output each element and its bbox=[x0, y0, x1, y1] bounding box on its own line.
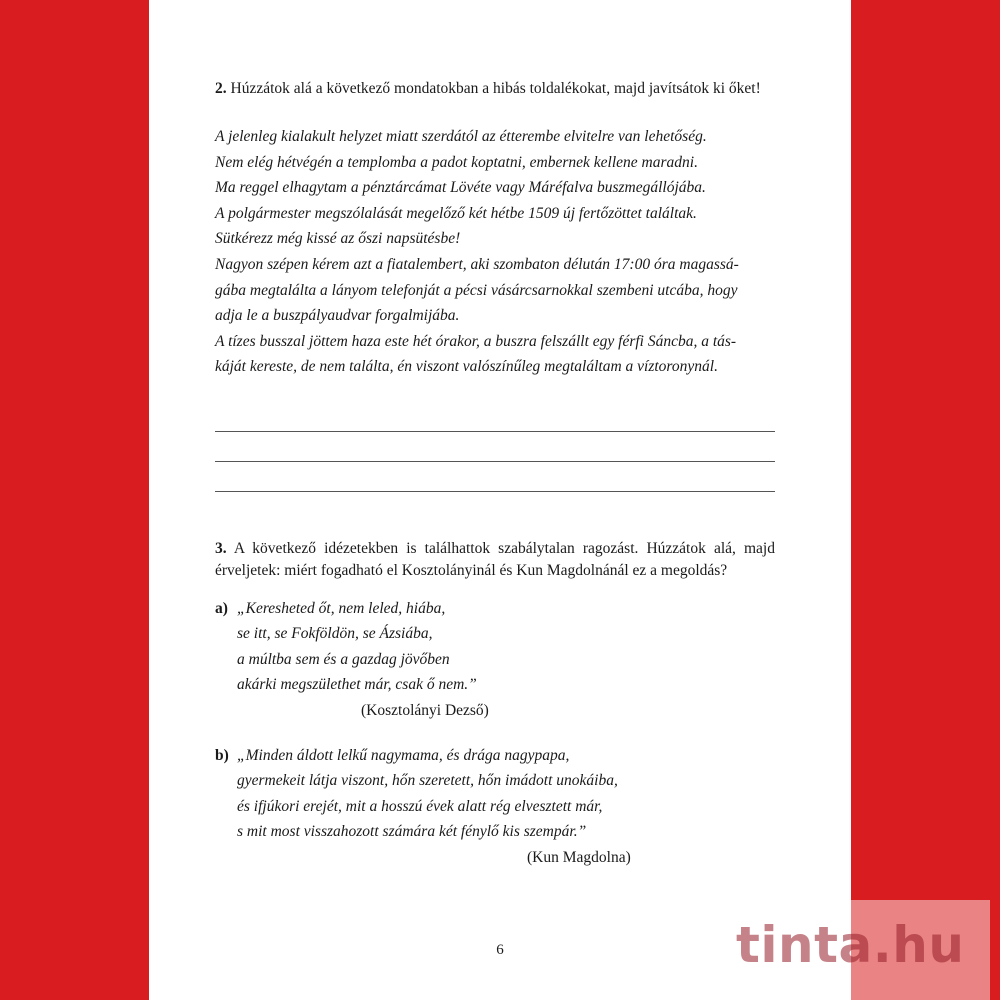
quote-line: akárki megszülethet már, csak ő nem.” bbox=[237, 676, 477, 694]
page-number: 6 bbox=[496, 942, 504, 958]
quote-line: „Keresheted őt, nem leled, hiába, bbox=[237, 600, 446, 617]
quote-line: gyermekeit látja viszont, hőn szeretett, hőn imádott unokáiba, bbox=[237, 772, 618, 790]
sentence-line: gába megtalálta a lányom telefonját a pécsi vásárcsarnokkal szembeni utcába, hogy bbox=[215, 281, 738, 299]
sentence-line: A tízes busszal jöttem haza este hét órakor, a buszra felszállt egy férfi Sáncba, a tás- bbox=[215, 332, 737, 350]
watermark-logo: tinta.hu bbox=[736, 916, 965, 974]
quote-a-letter: a) bbox=[215, 600, 228, 617]
quote-b-letter: b) bbox=[215, 747, 229, 765]
quote-line: se itt, se Fokföldön, se Ázsiába, bbox=[237, 625, 433, 643]
task-3-text: A következő idézetekben is találhattok szabálytalan ragozást. Húzzátok alá, majd érveljetek: miért fogadható el Kosztolányinál és Kun Magdolnánál ez a megoldás? bbox=[215, 540, 775, 579]
task-3-prompt bbox=[215, 538, 775, 582]
quote-line: „Minden áldott lelkű nagymama, és drága nagypapa, bbox=[237, 747, 570, 765]
sentence-line: Sütkérezz még kissé az őszi napsütésbe! bbox=[215, 230, 461, 248]
sentence-line: adja le a buszpályaudvar forgalmijába. bbox=[215, 307, 460, 325]
quote-line: és ifjúkori erejét, mit a hosszú évek alatt rég elvesztett már, bbox=[237, 797, 603, 815]
sentence-line: Nagyon szépen kérem azt a fiatalembert, aki szombaton délután 17:00 óra magassá- bbox=[215, 255, 739, 273]
quote-a-author: (Kosztolányi Dezső) bbox=[361, 701, 489, 719]
task-2-sentences bbox=[215, 124, 775, 380]
answer-line bbox=[215, 462, 775, 492]
sentence-line: káját kereste, de nem találta, én viszont valószínűleg megtaláltam a víztoronynál. bbox=[215, 358, 718, 376]
task-2-text: Húzzátok alá a következő mondatokban a hibás toldalékokat, majd javítsátok ki őket! bbox=[230, 80, 761, 97]
task-3-number: 3. bbox=[215, 540, 227, 557]
quote-b bbox=[215, 743, 775, 870]
task-2-number: 2. bbox=[215, 80, 227, 97]
task-3 bbox=[215, 538, 775, 870]
task-2-prompt bbox=[215, 78, 775, 100]
answer-line bbox=[215, 402, 775, 432]
quote-line: s mit most visszahozott számára két fénylő kis szempár.” bbox=[237, 823, 587, 841]
task-2 bbox=[215, 78, 775, 492]
book-page bbox=[149, 0, 851, 1000]
sentence-line: A polgármester megszólalását megelőző két hétbe 1509 új fertőzöttet találtak. bbox=[215, 204, 697, 222]
sentence-line: A jelenleg kialakult helyzet miatt szerdától az étterembe elvitelre van lehetőség. bbox=[215, 128, 707, 145]
sentence-line: Ma reggel elhagytam a pénztárcámat Lövéte vagy Máréfalva buszmegállójába. bbox=[215, 179, 706, 197]
quote-a bbox=[215, 596, 775, 723]
answer-line bbox=[215, 432, 775, 462]
quote-line: a múltba sem és a gazdag jövőben bbox=[237, 650, 450, 668]
answer-lines bbox=[215, 402, 775, 492]
sentence-line: Nem elég hétvégén a templomba a padot koptatni, embernek kellene maradni. bbox=[215, 153, 698, 171]
quote-b-author: (Kun Magdolna) bbox=[527, 848, 631, 866]
